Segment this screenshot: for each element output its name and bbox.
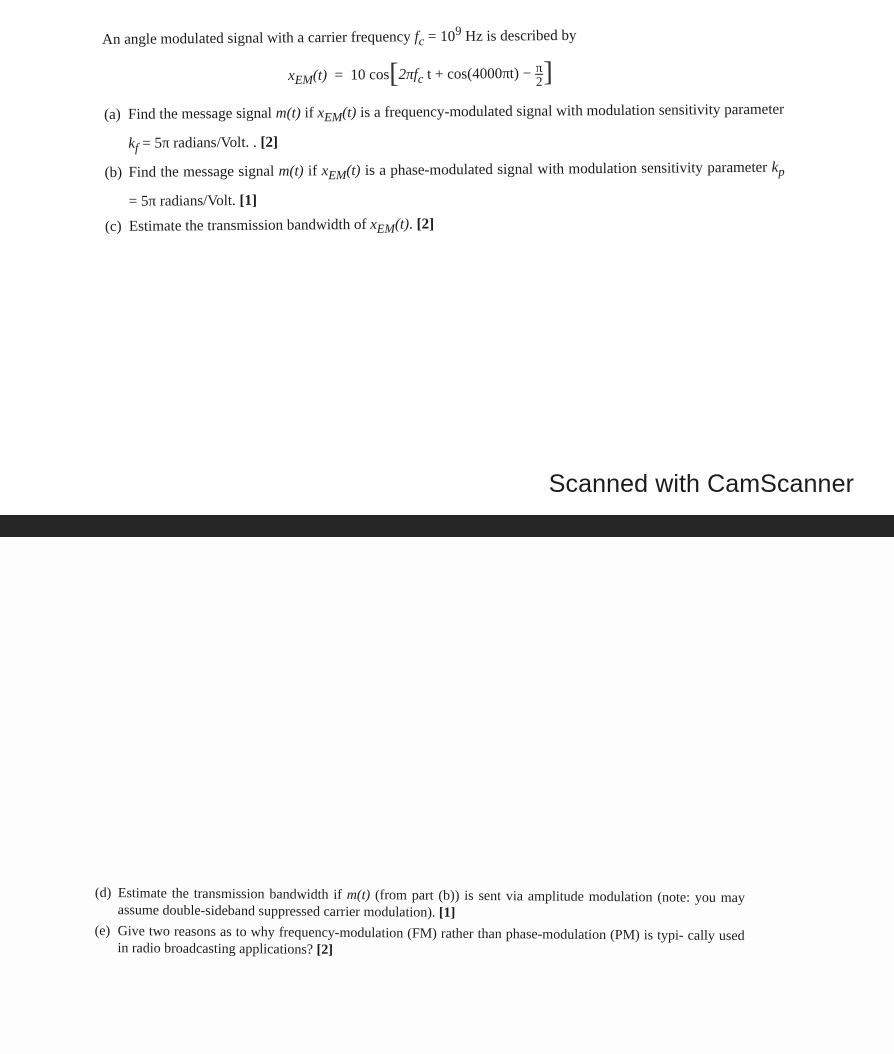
right-bracket-glyph: ]	[543, 56, 553, 88]
marks-badge: [2]	[316, 942, 333, 958]
eq-lhs: x	[288, 67, 295, 84]
carrier-value-base: 10	[440, 28, 456, 46]
part-text-post: (from part (b)) is sent via amplitude modulation (note: you may assume double-sideband suppressed carrier modulation).	[117, 888, 745, 921]
fc-subscript: c	[418, 34, 425, 49]
camscanner-watermark: Scanned with CamScanner	[548, 470, 854, 498]
question-part-a	[104, 98, 784, 161]
part-text	[118, 885, 745, 924]
xem-symbol	[317, 105, 357, 125]
signal-equation	[288, 58, 553, 95]
if-word: if	[307, 163, 318, 180]
eq-equals: =	[334, 67, 344, 84]
eq-inner-subscript: c	[417, 71, 424, 86]
part-label: (e)	[94, 923, 111, 940]
k-letter: k	[771, 159, 779, 176]
part-label: (a)	[104, 106, 121, 123]
scanned-page-top	[0, 0, 894, 515]
x-letter: x	[370, 216, 377, 233]
x-subscript: EM	[328, 168, 347, 183]
part-text	[129, 210, 785, 244]
frac-denominator: 2	[535, 73, 543, 89]
k-subscript: f	[134, 140, 139, 155]
message-signal-symbol: m(t)	[346, 887, 371, 904]
k-letter: k	[128, 135, 136, 152]
problem-intro	[102, 18, 802, 54]
k-value: = 5π radians/Volt.	[128, 192, 236, 210]
eq-lhs-arg: (t)	[312, 67, 328, 84]
left-bracket-glyph: [	[389, 58, 399, 90]
part-text-body: Give two reasons as to why frequency-modulation (FM) rather than phase-modulation (PM) is typi- cally used in radio broadcasting applications?	[117, 924, 745, 958]
question-parts-bottom	[94, 885, 745, 966]
part-text-post: is a frequency-modulated signal with modulation sensitivity parameter	[360, 101, 785, 121]
x-subscript: EM	[376, 221, 396, 236]
marks-badge: [1]	[239, 192, 258, 209]
part-label: (d)	[94, 886, 112, 902]
x-subscript: EM	[324, 110, 343, 125]
carrier-value-exponent: 9	[455, 23, 462, 38]
part-text-post: .	[409, 216, 413, 233]
part-label: (b)	[104, 164, 123, 181]
fc-letter: f	[414, 29, 419, 46]
question-part-d	[95, 885, 745, 924]
k-value: = 5π radians/Volt. .	[142, 134, 257, 152]
eq-inner-rest: t + cos(4000πt) −	[427, 65, 532, 83]
message-signal-symbol: m(t)	[275, 105, 301, 122]
marks-badge: [1]	[438, 905, 456, 921]
page-divider	[0, 515, 894, 537]
intro-text: An angle modulated signal with a carrier frequency	[102, 29, 411, 48]
part-text-pre: Find the message signal	[128, 105, 273, 123]
scanned-page-bottom	[0, 537, 894, 1054]
x-letter: x	[321, 163, 329, 180]
part-text	[128, 98, 784, 161]
part-label: (c)	[104, 218, 122, 235]
k-subscript: p	[778, 164, 785, 179]
frac-numerator: π	[535, 59, 543, 75]
marks-badge: [2]	[260, 134, 279, 151]
question-part-e	[94, 923, 744, 962]
marks-badge: [2]	[416, 216, 435, 233]
intro-unit-text: Hz is described by	[465, 27, 577, 45]
if-word: if	[304, 105, 314, 122]
xem-symbol	[321, 162, 361, 183]
eq-lhs-subscript: EM	[294, 72, 313, 87]
eq-amplitude: 10 cos	[350, 67, 390, 84]
part-text	[128, 156, 784, 215]
carrier-symbol	[414, 29, 425, 49]
question-parts-top	[104, 98, 785, 244]
kp-symbol	[771, 159, 785, 179]
intro-equals: =	[427, 29, 437, 46]
question-part-c	[105, 210, 785, 244]
x-arg: (t)	[342, 105, 357, 122]
x-letter: x	[317, 105, 325, 122]
x-arg: (t)	[394, 216, 410, 233]
eq-inner: 2πf	[398, 66, 418, 84]
message-signal-symbol: m(t)	[278, 163, 304, 180]
part-text	[117, 923, 744, 962]
part-text-pre: Find the message signal	[128, 163, 275, 181]
xem-symbol	[370, 216, 410, 236]
carrier-value	[440, 23, 462, 46]
question-part-b	[104, 156, 784, 215]
part-text-post: is a phase-modulated signal with modulation sensitivity parameter	[364, 159, 768, 179]
kf-symbol	[128, 135, 139, 155]
x-arg: (t)	[346, 162, 361, 180]
part-text-pre: Estimate the transmission bandwidth of	[128, 216, 367, 235]
part-text-pre: Estimate the transmission bandwidth if	[117, 886, 343, 903]
